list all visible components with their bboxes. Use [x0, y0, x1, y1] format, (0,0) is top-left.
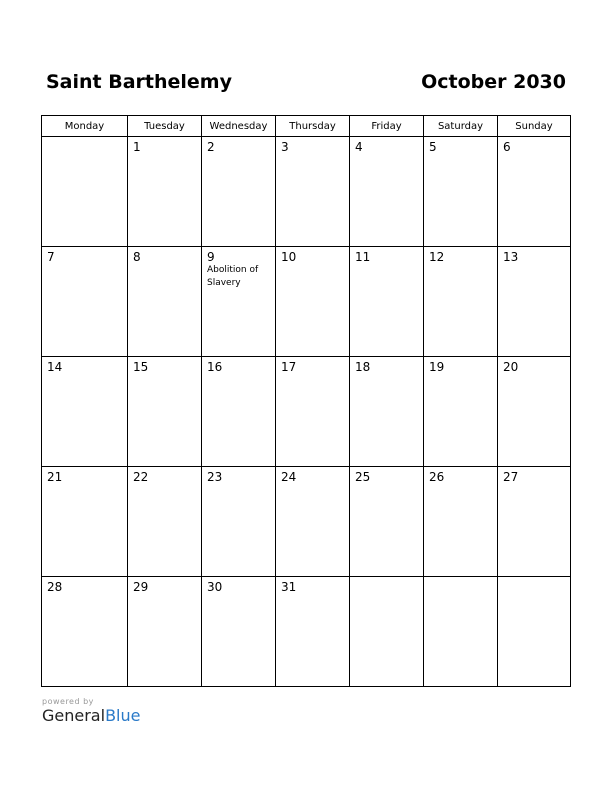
- day-number: 15: [133, 360, 149, 374]
- day-number: 14: [47, 360, 63, 374]
- country-title: Saint Barthelemy: [46, 71, 232, 93]
- day-number: 5: [429, 140, 437, 154]
- day-cell: [202, 247, 276, 357]
- day-cell: [498, 577, 571, 687]
- day-cell: [202, 577, 276, 687]
- day-number: 11: [355, 250, 371, 264]
- day-cell: [128, 247, 202, 357]
- day-number: 20: [503, 360, 519, 374]
- week-row-4: [42, 467, 571, 577]
- day-number: 27: [503, 470, 519, 484]
- day-cell: [498, 247, 571, 357]
- day-cell: [128, 357, 202, 467]
- day-number: 29: [133, 580, 149, 594]
- weekday-header-row: [42, 116, 571, 137]
- day-cell: [350, 357, 424, 467]
- day-cell: [424, 137, 498, 247]
- day-cell: [128, 137, 202, 247]
- calendar-grid: [41, 115, 571, 687]
- day-cell: [276, 137, 350, 247]
- day-cell: [202, 137, 276, 247]
- day-cell: [498, 137, 571, 247]
- day-number: [424, 577, 497, 580]
- day-number: 6: [503, 140, 511, 154]
- day-number: 25: [355, 470, 371, 484]
- logo-general: General: [42, 706, 106, 725]
- powered-by-text: powered by: [42, 697, 94, 706]
- day-number: 28: [47, 580, 63, 594]
- day-number: [350, 577, 423, 580]
- day-number: 19: [429, 360, 445, 374]
- day-cell: [276, 357, 350, 467]
- day-cell: [42, 247, 128, 357]
- day-cell: [498, 467, 571, 577]
- day-cell: [202, 467, 276, 577]
- day-cell: [276, 467, 350, 577]
- day-number: 7: [47, 250, 55, 264]
- weekday-wednesday: Wednesday: [202, 116, 276, 137]
- day-number: 10: [281, 250, 297, 264]
- weekday-thursday: Thursday: [276, 116, 350, 137]
- day-number: 21: [47, 470, 63, 484]
- day-number: 1: [133, 140, 141, 154]
- week-row-3: [42, 357, 571, 467]
- day-cell: [128, 467, 202, 577]
- day-number: 17: [281, 360, 297, 374]
- day-number: 30: [207, 580, 223, 594]
- day-cell: [498, 357, 571, 467]
- day-cell: [424, 357, 498, 467]
- week-row-5: [42, 577, 571, 687]
- day-number: 9: [207, 250, 215, 264]
- day-number: 26: [429, 470, 445, 484]
- day-cell: [350, 247, 424, 357]
- weekday-monday: Monday: [42, 116, 128, 137]
- weekday-sunday: Sunday: [498, 116, 571, 137]
- generalblue-logo: [42, 707, 140, 725]
- generalblue-branding[interactable]: [42, 697, 140, 725]
- day-number: 3: [281, 140, 289, 154]
- day-cell: [424, 467, 498, 577]
- day-cell: [424, 247, 498, 357]
- day-cell: [42, 357, 128, 467]
- day-number: [42, 137, 127, 140]
- day-cell: [424, 577, 498, 687]
- day-number: 18: [355, 360, 371, 374]
- day-number: 24: [281, 470, 297, 484]
- day-cell: [42, 577, 128, 687]
- day-cell: [350, 467, 424, 577]
- day-cell: [350, 137, 424, 247]
- day-number: 12: [429, 250, 445, 264]
- month-year-title: October 2030: [421, 71, 566, 93]
- day-cell: [276, 247, 350, 357]
- day-number: [498, 577, 570, 580]
- week-row-1: [42, 137, 571, 247]
- weekday-saturday: Saturday: [424, 116, 498, 137]
- day-number: 22: [133, 470, 149, 484]
- week-row-2: [42, 247, 571, 357]
- holiday-label: Abolition of Slavery: [207, 265, 259, 288]
- day-number: 13: [503, 250, 519, 264]
- day-cell: [42, 137, 128, 247]
- day-number: 16: [207, 360, 223, 374]
- day-number: 2: [207, 140, 215, 154]
- logo-blue: Blue: [105, 706, 141, 725]
- day-number: 31: [281, 580, 297, 594]
- day-number: 4: [355, 140, 363, 154]
- day-cell: [42, 467, 128, 577]
- day-cell: [202, 357, 276, 467]
- day-number: 23: [207, 470, 223, 484]
- weekday-friday: Friday: [350, 116, 424, 137]
- day-number: 8: [133, 250, 141, 264]
- day-cell: [350, 577, 424, 687]
- day-cell: [276, 577, 350, 687]
- day-cell: [128, 577, 202, 687]
- weekday-tuesday: Tuesday: [128, 116, 202, 137]
